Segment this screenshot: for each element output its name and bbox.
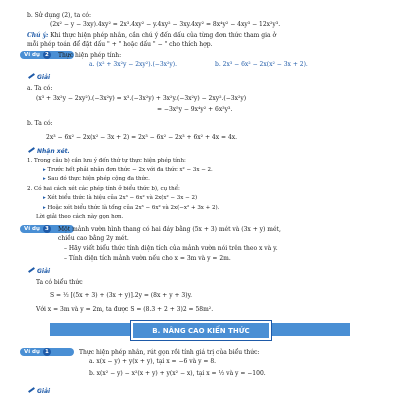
remark-1a-text: Trước hết phải nhân đơn thức − 2x với đa thức x² − 3x − 2. xyxy=(47,167,213,173)
solution-heading xyxy=(27,387,50,395)
solution-heading xyxy=(27,73,50,81)
remark-1a xyxy=(43,167,213,174)
example-3-intro: Một mảnh vườn hình thang có hai đáy bằng (5x + 3) mét và (3x + y) mét, xyxy=(58,226,281,233)
example-3-intro-2: chiều cao bằng 2y mét. xyxy=(58,235,129,242)
solution-3-line-2: S = ½ [(5x + 3) + (3x + y)].2y = (8x + y + 3)y. xyxy=(50,292,193,299)
remark-2a-text: Xét biểu thức là hiệu của 2x³ − 6x² và 2x(x² − 3x − 2) xyxy=(47,195,198,201)
solution-a-step2: = −3x⁵y − 9x⁴y² + 6x³y³. xyxy=(157,106,233,113)
section-banner xyxy=(130,320,272,341)
example-2-part-a: a. (x² + 3x²y − 2xy²).(−3x²y). xyxy=(89,61,178,68)
expression-b: (2x² − y − 3xy).4xy² = 2x³.4xy² − y.4xy² − 3xy.4xy² = 8x⁴y² − 4xy³ − 12x²y³. xyxy=(50,21,281,28)
remark-label: Nhận xét. xyxy=(37,148,70,155)
remark-heading xyxy=(27,147,70,155)
solution-label: Giải xyxy=(37,74,51,81)
remark-2c: Lời giải theo cách này gọn hơn. xyxy=(36,214,124,220)
solution-3-line-1: Ta có biểu thức xyxy=(36,279,83,286)
remark-2b xyxy=(43,205,219,212)
pen-icon xyxy=(27,267,34,273)
arrow-bullet-icon: ▸ xyxy=(43,205,46,211)
note-line-1 xyxy=(27,32,276,39)
solution-3-line-3: Với x = 3m và y = 2m, ta được S = (8.3 + 2 + 3)2 = 58m². xyxy=(36,306,214,313)
example-label: Ví dụ xyxy=(24,226,40,232)
remark-1: 1. Trong câu b) cần lưu ý đến thứ tự thực hiện phép tính: xyxy=(27,158,186,164)
arrow-bullet-icon: ▸ xyxy=(43,167,46,173)
remark-1b xyxy=(43,176,150,183)
arrow-bullet-icon: ▸ xyxy=(43,195,46,201)
solution-label: Giải xyxy=(37,268,51,275)
example-1-part-a: a. x(x − y) + y(x + y), tại x = −6 và y = 8. xyxy=(89,358,217,365)
note-label: Chú ý: xyxy=(27,32,49,39)
note-line-2: mỗi phép toán để đặt dấu " + " hoặc dấu " − " cho thích hợp. xyxy=(27,41,213,48)
example-1-badge xyxy=(20,348,74,356)
line-b-intro: b. Sử dụng (2), ta có: xyxy=(27,12,92,19)
section-title: B. NÂNG CAO KIẾN THỨC xyxy=(152,326,250,335)
arrow-bullet-icon: ▸ xyxy=(43,176,46,182)
example-1-part-b: b. x(x² − y) − x²(x + y) + y(x² − x), tại x = ½ và y = −100. xyxy=(89,370,266,377)
example-3-task-2: – Tính diện tích mảnh vườn nếu cho x = 3m và y = 2m. xyxy=(64,255,231,262)
solution-a-step1: (x³ + 3x²y − 2xy²).(−3x²y) = x³.(−3x²y) + 3x²y.(−3x²y) − 2xy².(−3x²y) xyxy=(36,95,247,102)
remark-2: 2. Có hai cách xét các phép tính ở biểu thức b), cụ thể: xyxy=(27,186,180,192)
example-2-part-b: b. 2x³ − 6x² − 2x(x² − 3x + 2). xyxy=(215,61,308,68)
example-label: Ví dụ xyxy=(24,52,40,58)
example-1-intro: Thực hiện phép nhân, rút gọn rồi tính giá trị của biểu thức: xyxy=(79,349,260,356)
solution-heading xyxy=(27,267,50,275)
solution-b-intro: b. Ta có: xyxy=(27,120,53,127)
example-3-task-1: – Hãy viết biểu thức tính diện tích của mảnh vườn nói trên theo x và y. xyxy=(64,245,278,252)
remark-1b-text: Sau đó thực hiện phép cộng đa thức. xyxy=(47,176,150,182)
example-number: 3 xyxy=(43,225,51,233)
example-2-intro: Thực hiện phép tính: xyxy=(58,52,122,59)
remark-2b-text: Hoặc xét biểu thức là tổng của 2x³ − 6x² và 2x(−x² + 3x + 2). xyxy=(47,205,220,211)
solution-label: Giải xyxy=(37,388,51,395)
note-text: Khi thực hiện phép nhân, cần chú ý đến dấu của từng đơn thức tham gia ở xyxy=(50,32,277,39)
solution-a-intro: a. Ta có: xyxy=(27,85,53,92)
example-number: 2 xyxy=(43,51,51,59)
pen-icon xyxy=(27,73,34,79)
pen-icon xyxy=(27,147,34,153)
example-label: Ví dụ xyxy=(24,349,40,355)
remark-2a xyxy=(43,195,197,202)
solution-b-step: 2x³ − 6x² − 2x(x² − 3x + 2) = 2x³ − 6x² − 2x³ + 6x² + 4x = 4x. xyxy=(46,134,238,141)
pen-icon xyxy=(27,387,34,393)
example-number: 1 xyxy=(43,348,51,356)
